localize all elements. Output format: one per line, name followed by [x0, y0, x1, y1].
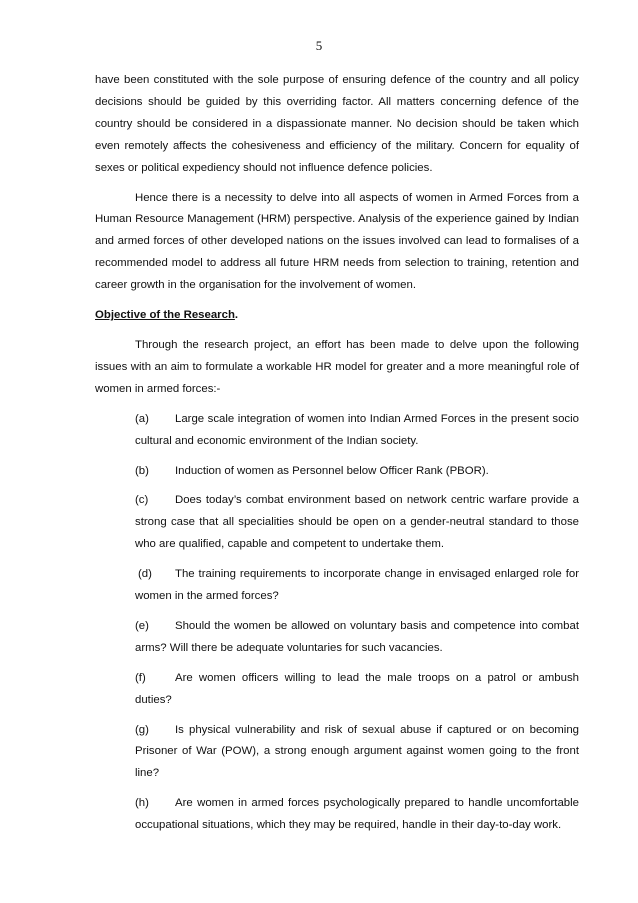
item-label: (d)	[138, 568, 152, 581]
research-issues-list	[95, 409, 579, 837]
section-heading-text: Objective of the Research	[95, 309, 235, 322]
list-item-d	[135, 564, 579, 608]
item-label: (b)	[135, 464, 149, 477]
list-item-g	[135, 720, 579, 786]
list-item-c	[135, 490, 579, 556]
section-heading-period: .	[234, 309, 239, 322]
item-text: Is physical vulnerability and risk of sexual abuse if captured or on becoming Prisoner of War (POW), a strong enough argument against women going to the front line?	[135, 723, 579, 780]
item-label: (a)	[135, 412, 149, 425]
list-item-e	[135, 616, 579, 660]
item-text: Does today’s combat environment based on network centric warfare provide a strong case that all specialities should be open on a gender-neutral standard to those who are qualified, capable and competent to undertake them.	[135, 494, 579, 551]
item-text: Large scale integration of women into Indian Armed Forces in the present socio cultural and economic environment of the Indian society.	[135, 412, 579, 447]
paragraph-defence-policy: have been constituted with the sole purpose of ensuring defence of the country and all policy decisions should be guided by this overriding factor. All matters concerning defence of the country should be considered in a dispassionate manner. No decision should be taken which even remotely affects the cohesiveness and efficiency of the military. Concern for equality of sexes or political expediency should not influence defence policies.	[95, 74, 579, 174]
list-item-a	[135, 409, 579, 453]
list-item-h	[135, 793, 579, 837]
paragraph-hrm-perspective: Hence there is a necessity to delve into all aspects of women in Armed Forces from a Human Resource Management (HRM) perspective. Analysis of the experience gained by Indian and armed forces of other developed nations on the issues involved can lead to formalises of a recommended model to address all future HRM needs from selection to training, retention and career growth in the organisation for the involvement of women.	[95, 191, 579, 292]
item-text: Should the women be allowed on voluntary basis and competence into combat arms? Will there be adequate voluntaries for such vacancies.	[135, 619, 579, 654]
item-label: (h)	[135, 797, 149, 810]
paragraph-research-intro: Through the research project, an effort has been made to delve upon the following issues with an aim to formulate a workable HR model for greater and a more meaningful role of women in armed forces:-	[95, 338, 579, 395]
page-body	[95, 70, 579, 845]
item-label: (g)	[135, 723, 149, 736]
item-text: The training requirements to incorporate change in envisaged enlarged role for women in the armed forces?	[135, 568, 579, 603]
page-number: 5	[315, 38, 323, 53]
item-text: Are women in armed forces psychologically prepared to handle uncomfortable occupational situations, which they may be required, handle in their day-to-day work.	[135, 797, 579, 832]
list-item-b	[135, 461, 579, 483]
item-label: (e)	[135, 619, 149, 632]
list-item-f	[135, 668, 579, 712]
section-heading	[95, 305, 579, 327]
item-text: Are women officers willing to lead the male troops on a patrol or ambush duties?	[135, 671, 579, 706]
item-text: Induction of women as Personnel below Officer Rank (PBOR).	[175, 464, 489, 477]
item-label: (c)	[135, 494, 149, 507]
item-label: (f)	[135, 671, 146, 684]
